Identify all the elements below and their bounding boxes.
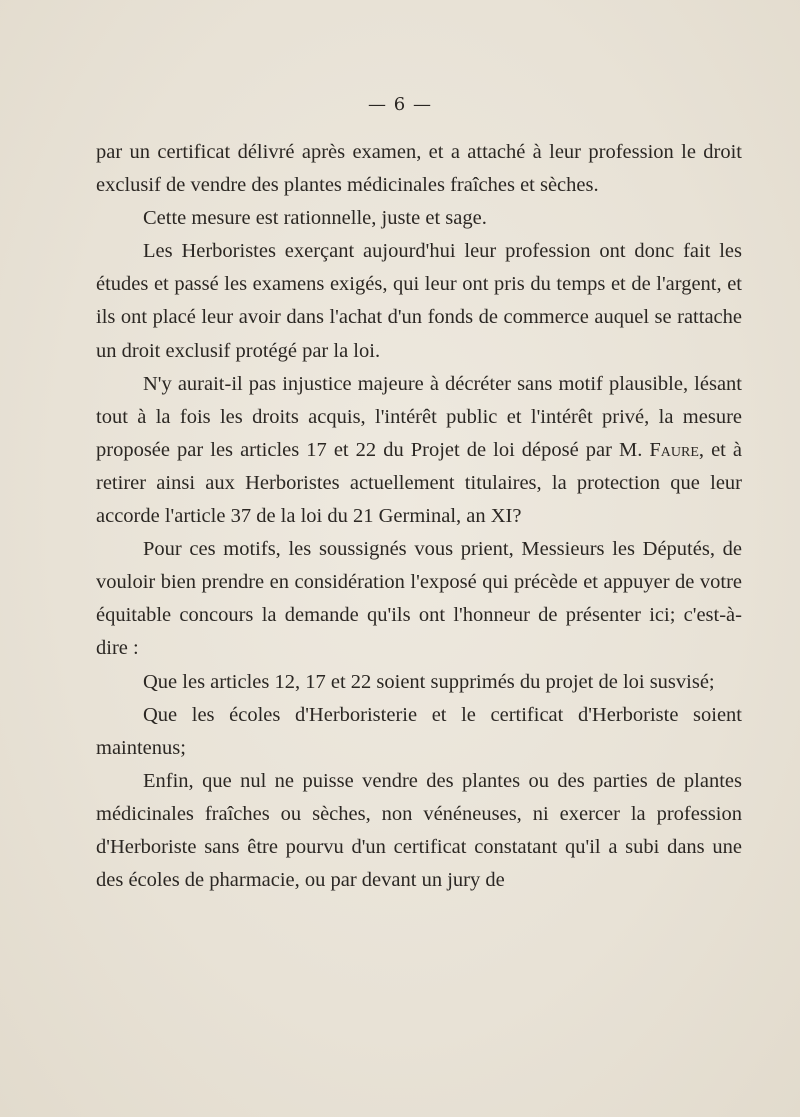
paragraph-4-start: N'y aurait-il pas injustice majeure à décréter sans motif plausible, lésant tout à la fois les droits acquis, l'intérêt public et l'intérêt privé, la mesure proposée par les articles 17 et 22 du Projet de loi déposé par M. bbox=[96, 372, 742, 461]
author-name: Faure bbox=[649, 438, 699, 461]
paragraph-4 bbox=[96, 368, 742, 533]
paragraph-8: Enfin, que nul ne puisse vendre des plantes ou des parties de plantes médicinales fraîches ou sèches, non vénéneuses, ni exercer la profession d'Herboriste sans être pourvu d'un certificat constatant qu'il a subi dans une des écoles de pharmacie, ou par devant un jury de bbox=[96, 769, 742, 892]
paragraph-5: Pour ces motifs, les soussignés vous prient, Messieurs les Députés, de vouloir bien prendre en considération l'exposé qui précède et appuyer de votre équitable concours la demande qu'ils ont l'honneur de présenter ici; c'est-à-dire : bbox=[96, 538, 742, 660]
paragraph-6: Que les articles 12, 17 et 22 soient supprimés du projet de loi susvisé; bbox=[143, 670, 715, 693]
paragraph-7: Que les écoles d'Herboristerie et le certificat d'Herboriste soient maintenus; bbox=[96, 703, 742, 759]
paragraph-2: Cette mesure est rationnelle, juste et sage. bbox=[143, 207, 487, 230]
paragraph-1: par un certificat délivré après examen, et a attaché à leur profession le droit exclusif de vendre des plantes médicinales fraîches et sèches. bbox=[96, 141, 742, 197]
paragraph-3: Les Herboristes exerçant aujourd'hui leur profession ont donc fait les études et passé les examens exigés, qui leur ont pris du temps et de l'argent, et ils ont placé leur avoir dans l'achat d'un fonds de commerce auquel se rattache un droit exclusif protégé par la loi. bbox=[96, 240, 742, 362]
body-text bbox=[96, 136, 742, 897]
paragraph-4-end: , et à retirer ainsi aux Herboristes actuellement titulaires, la protection que leur accorde l'article 37 de la loi du 21 Germinal, an XI? bbox=[96, 438, 743, 528]
page-number: — 6 — bbox=[368, 94, 432, 115]
